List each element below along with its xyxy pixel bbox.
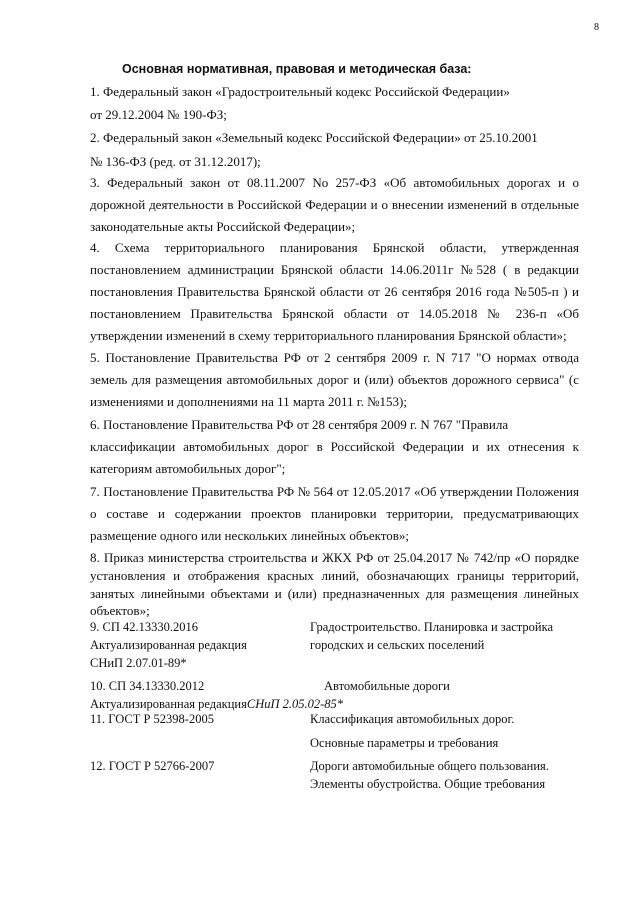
- item-line: 6. Постановление Правительства РФ от 28 сентября 2009 г. N 767 "Правила: [90, 417, 509, 432]
- standard-code: 11. ГОСТ Р 52398-2005: [90, 712, 214, 726]
- item-line: категориям автомобильных дорог";: [90, 461, 286, 476]
- item-line: занятых линейными объектами и (или) предназначенных для размещения линейных: [90, 586, 579, 601]
- item-line: 8. Приказ министерства строительства и ЖКХ РФ от 25.04.2017 № 742/пр «О порядке: [90, 550, 579, 565]
- item-line: законодательные акты Российской Федерации»;: [90, 219, 356, 234]
- standard-note-text: Актуализированная редакция: [90, 697, 247, 711]
- item-line: 1. Федеральный закон «Градостроительный кодекс Российской Федерации»: [90, 84, 510, 99]
- item-line: № 136-ФЗ (ред. от 31.12.2017);: [90, 154, 261, 169]
- page-number: 8: [594, 22, 599, 33]
- item-line: 5. Постановление Правительства РФ от 2 сентября 2009 г. N 717 "О нормах отвода: [90, 350, 579, 365]
- standard-code: 9. СП 42.13330.2016: [90, 620, 198, 634]
- item-line: изменениями и дополнениями на 11 марта 2011 г. №153);: [90, 394, 407, 409]
- item-line: размещение одного или нескольких линейных объектов»;: [90, 528, 410, 543]
- standard-title: Дороги автомобильные общего пользования.: [310, 759, 549, 773]
- item-line: 7. Постановление Правительства РФ № 564 от 12.05.2017 «Об утверждении Положения: [90, 484, 579, 499]
- item-line: 2. Федеральный закон «Земельный кодекс Российской Федерации» от 25.10.2001: [90, 130, 538, 145]
- standard-title: Автомобильные дороги: [324, 679, 450, 693]
- item-line: утверждении изменений в схему территориального планирования Брянской области»;: [90, 328, 567, 343]
- standard-title: Основные параметры и требования: [310, 736, 499, 750]
- standard-title: Элементы обустройства. Общие требования: [310, 777, 546, 791]
- item-line: дорожной деятельности в Российской Федерации и о внесении изменений в отдельные: [90, 197, 579, 212]
- item-line: земель для размещения автомобильных дорог и (или) объектов дорожного сервиса" (с: [90, 372, 579, 387]
- standard-code: 10. СП 34.13330.2012: [90, 679, 205, 693]
- item-line: постановлением Правительства Брянской области от 14.05.2018 № 236-п «Об: [90, 306, 579, 321]
- standard-note: [90, 697, 343, 712]
- standard-title: городских и сельских поселений: [310, 638, 485, 652]
- standard-title: Классификация автомобильных дорог.: [310, 712, 515, 726]
- item-line: 3. Федеральный закон от 08.11.2007 No 257-ФЗ «Об автомобильных дорогах и о: [90, 175, 579, 190]
- standard-note: СНиП 2.07.01-89*: [90, 656, 187, 670]
- standard-title: Градостроительство. Планировка и застройка: [310, 620, 554, 634]
- item-line: постановления Правительства Брянской области от 26 сентября 2016 года №505-п ) и: [90, 284, 579, 299]
- standard-code: 12. ГОСТ Р 52766-2007: [90, 759, 215, 773]
- item-line: 4. Схема территориального планирования Брянской области, утвержденная: [90, 240, 579, 255]
- item-line: о составе и содержании проектов планировки территории, предусматривающих: [90, 506, 579, 521]
- item-line: классификации автомобильных дорог в Российской Федерации и их отнесения к: [90, 439, 579, 454]
- item-line: объектов»;: [90, 603, 150, 618]
- standard-note: Актуализированная редакция: [90, 638, 247, 652]
- section-heading: Основная нормативная, правовая и методическая база:: [122, 62, 472, 76]
- item-line: установления и отображения красных линий, обозначающих границы территорий,: [90, 568, 579, 583]
- standard-note-italic: СНиП 2.05.02-85*: [246, 697, 344, 711]
- item-line: от 29.12.2004 № 190-ФЗ;: [90, 107, 227, 122]
- item-line: постановлением администрации Брянской области 14.06.2011г №528 ( в редакции: [90, 262, 579, 277]
